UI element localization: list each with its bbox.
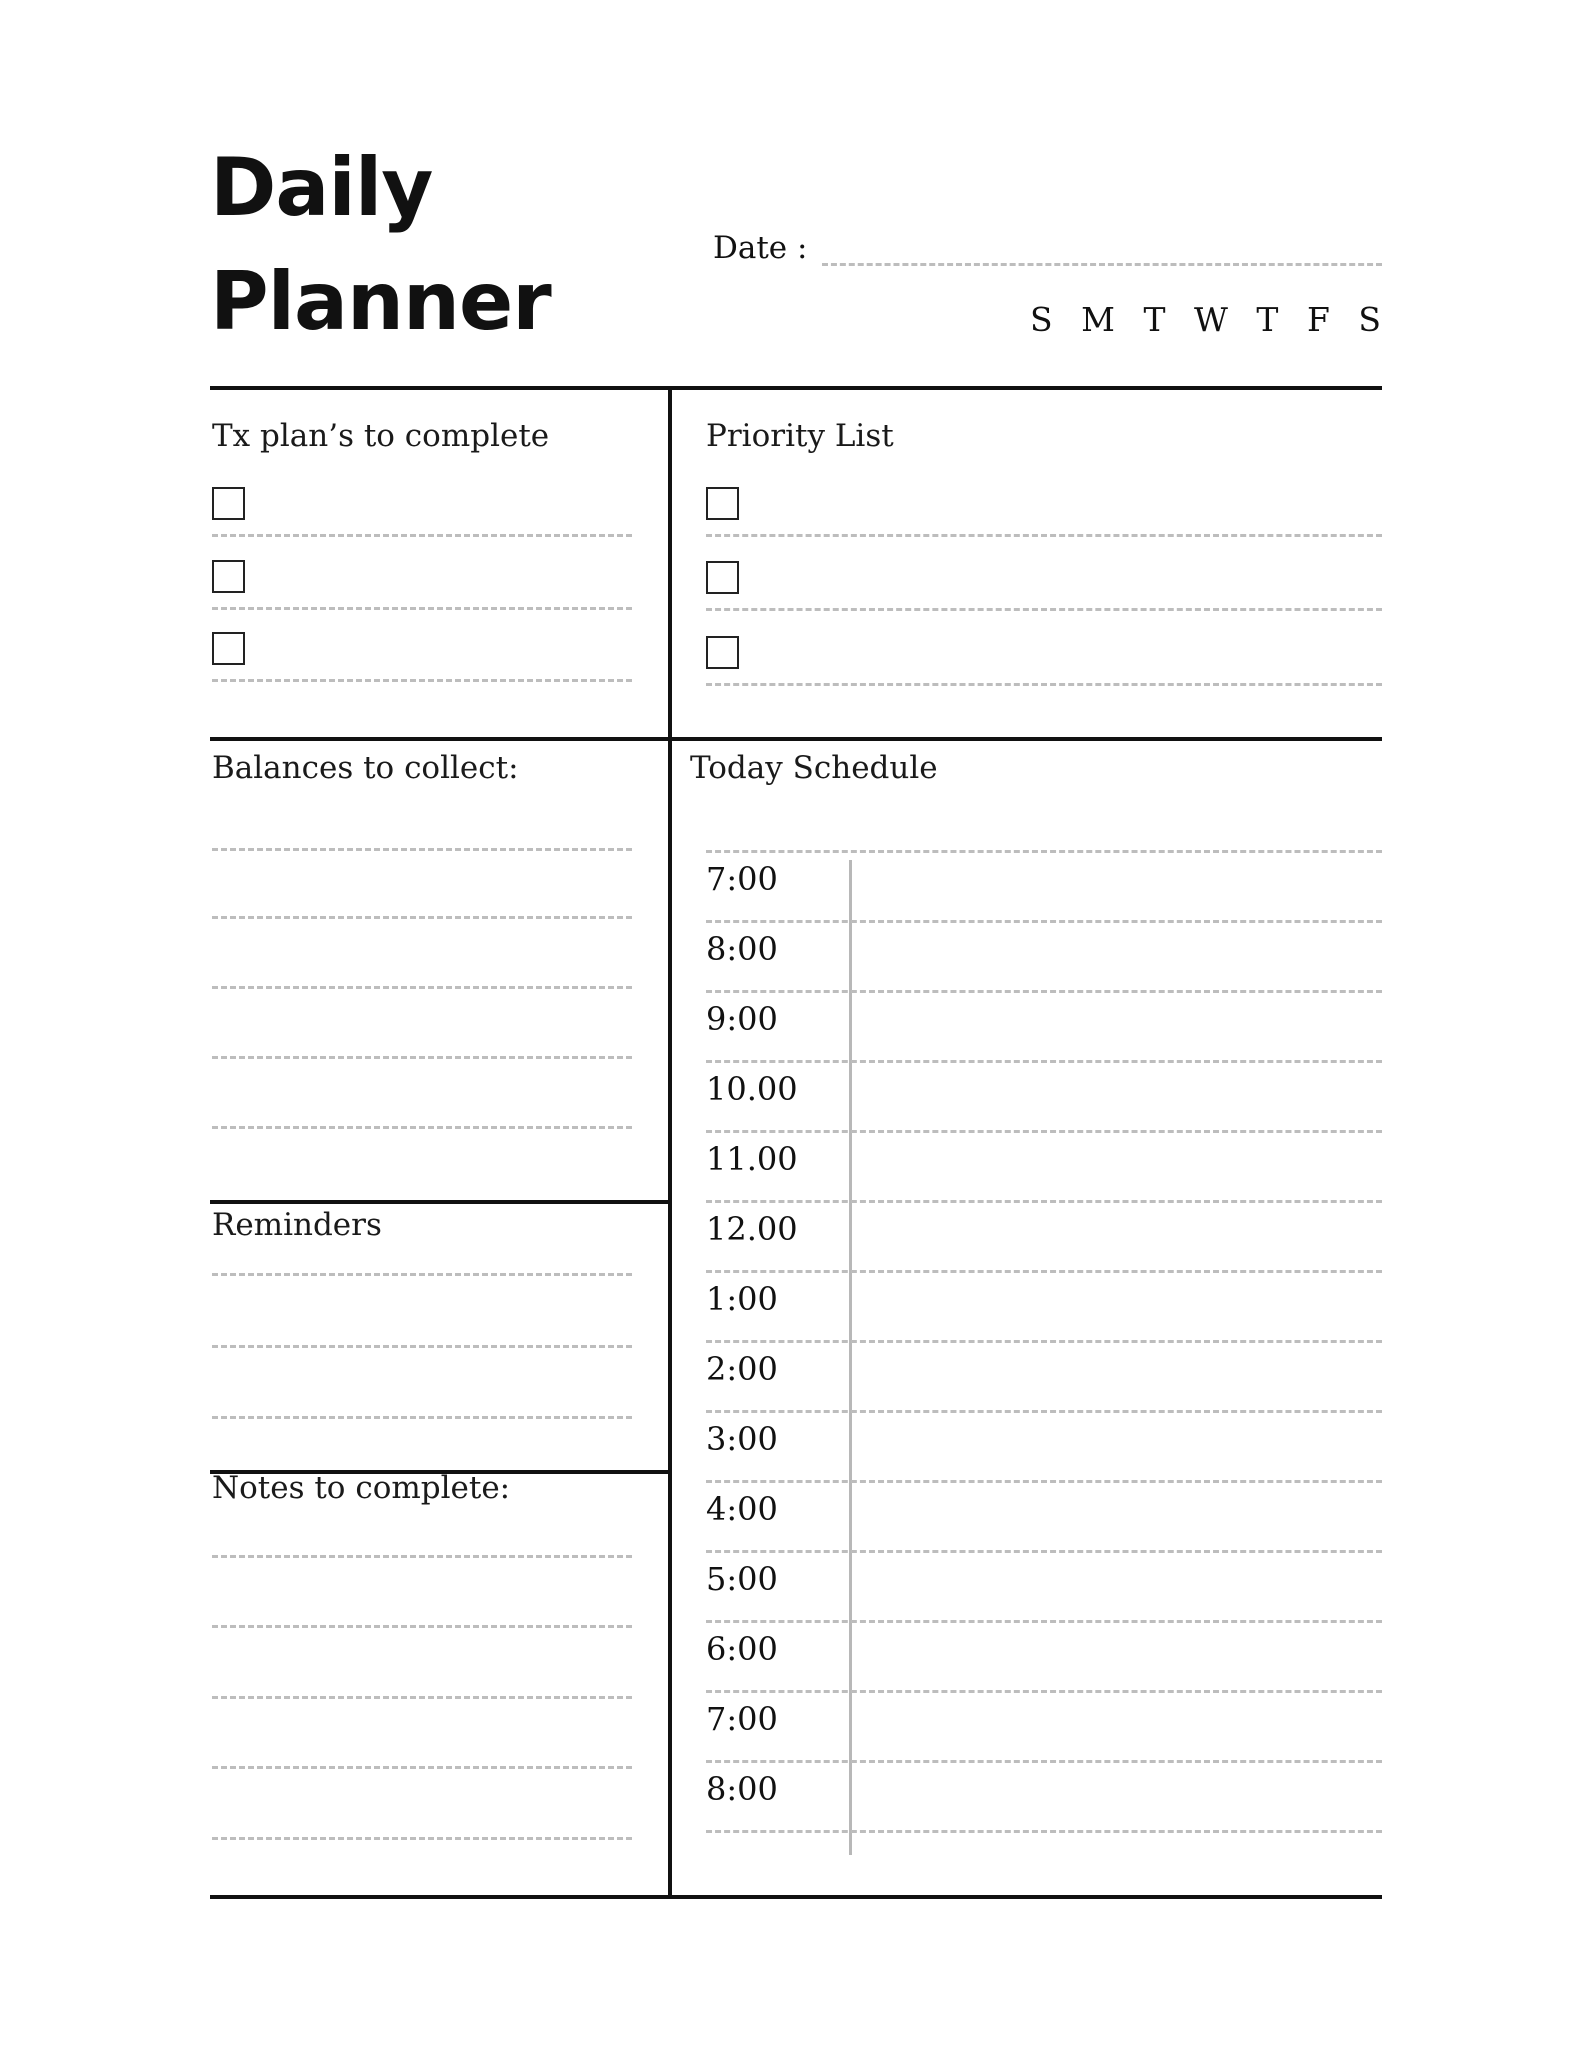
schedule-line[interactable]: [706, 850, 1382, 853]
schedule-line[interactable]: [706, 1550, 1382, 1553]
schedule-title: Today Schedule: [690, 750, 938, 786]
tx-plan-line[interactable]: [212, 679, 632, 682]
schedule-time-divider: [849, 860, 852, 1855]
balance-line[interactable]: [212, 1126, 632, 1129]
schedule-time: 7:00: [706, 1700, 778, 1738]
priority-line[interactable]: [706, 534, 1382, 537]
day-saturday[interactable]: S: [1358, 300, 1382, 339]
schedule-time: 1:00: [706, 1280, 778, 1318]
page-title-line1: Daily: [210, 141, 433, 234]
schedule-line[interactable]: [706, 920, 1382, 923]
balance-line[interactable]: [212, 1056, 632, 1059]
day-thursday[interactable]: T: [1256, 300, 1280, 339]
day-tuesday[interactable]: T: [1143, 300, 1167, 339]
priority-list-title: Priority List: [706, 418, 894, 454]
note-line[interactable]: [212, 1696, 632, 1699]
reminder-line[interactable]: [212, 1416, 632, 1419]
schedule-line[interactable]: [706, 1690, 1382, 1693]
balance-line[interactable]: [212, 916, 632, 919]
schedule-time: 9:00: [706, 1000, 778, 1038]
schedule-time: 12.00: [706, 1210, 798, 1248]
day-friday[interactable]: F: [1306, 300, 1331, 339]
balance-line[interactable]: [212, 986, 632, 989]
top-divider: [210, 386, 1382, 390]
day-wednesday[interactable]: W: [1193, 300, 1229, 339]
reminder-line[interactable]: [212, 1345, 632, 1348]
schedule-line[interactable]: [706, 1410, 1382, 1413]
date-label: Date :: [713, 230, 808, 266]
date-field[interactable]: [822, 263, 1382, 266]
schedule-line[interactable]: [706, 1200, 1382, 1203]
schedule-time: 7:00: [706, 860, 778, 898]
schedule-time: 11.00: [706, 1140, 798, 1178]
priority-checkbox[interactable]: [706, 636, 739, 669]
balance-line[interactable]: [212, 848, 632, 851]
schedule-line[interactable]: [706, 1060, 1382, 1063]
schedule-line[interactable]: [706, 1760, 1382, 1763]
day-sunday[interactable]: S: [1030, 300, 1054, 339]
schedule-time: 5:00: [706, 1560, 778, 1598]
tx-plan-line[interactable]: [212, 607, 632, 610]
middle-divider: [210, 737, 1382, 741]
tx-plan-checkbox[interactable]: [212, 560, 245, 593]
reminder-line[interactable]: [212, 1273, 632, 1276]
schedule-time: 8:00: [706, 1770, 778, 1808]
note-line[interactable]: [212, 1766, 632, 1769]
reminders-title: Reminders: [212, 1207, 382, 1243]
schedule-time: 2:00: [706, 1350, 778, 1388]
column-divider: [668, 386, 672, 1899]
schedule-time: 3:00: [706, 1420, 778, 1458]
note-line[interactable]: [212, 1555, 632, 1558]
day-monday[interactable]: M: [1081, 300, 1116, 339]
tx-plan-checkbox[interactable]: [212, 632, 245, 665]
notes-title: Notes to complete:: [212, 1470, 511, 1506]
schedule-time: 10.00: [706, 1070, 798, 1108]
priority-checkbox[interactable]: [706, 487, 739, 520]
schedule-line[interactable]: [706, 1480, 1382, 1483]
schedule-time: 8:00: [706, 930, 778, 968]
note-line[interactable]: [212, 1625, 632, 1628]
reminders-divider: [210, 1200, 670, 1204]
schedule-line[interactable]: [706, 1130, 1382, 1133]
tx-plans-title: Tx plan’s to complete: [212, 418, 550, 454]
schedule-time: 6:00: [706, 1630, 778, 1668]
priority-line[interactable]: [706, 683, 1382, 686]
schedule-line[interactable]: [706, 990, 1382, 993]
note-line[interactable]: [212, 1837, 632, 1840]
page-title-line2: Planner: [210, 255, 551, 348]
schedule-line[interactable]: [706, 1830, 1382, 1833]
schedule-time: 4:00: [706, 1490, 778, 1528]
schedule-line[interactable]: [706, 1270, 1382, 1273]
bottom-divider: [210, 1895, 1382, 1899]
tx-plan-checkbox[interactable]: [212, 487, 245, 520]
balances-title: Balances to collect:: [212, 750, 519, 786]
tx-plan-line[interactable]: [212, 534, 632, 537]
weekday-selector: [1030, 300, 1382, 339]
schedule-line[interactable]: [706, 1340, 1382, 1343]
priority-checkbox[interactable]: [706, 561, 739, 594]
schedule-line[interactable]: [706, 1620, 1382, 1623]
priority-line[interactable]: [706, 608, 1382, 611]
